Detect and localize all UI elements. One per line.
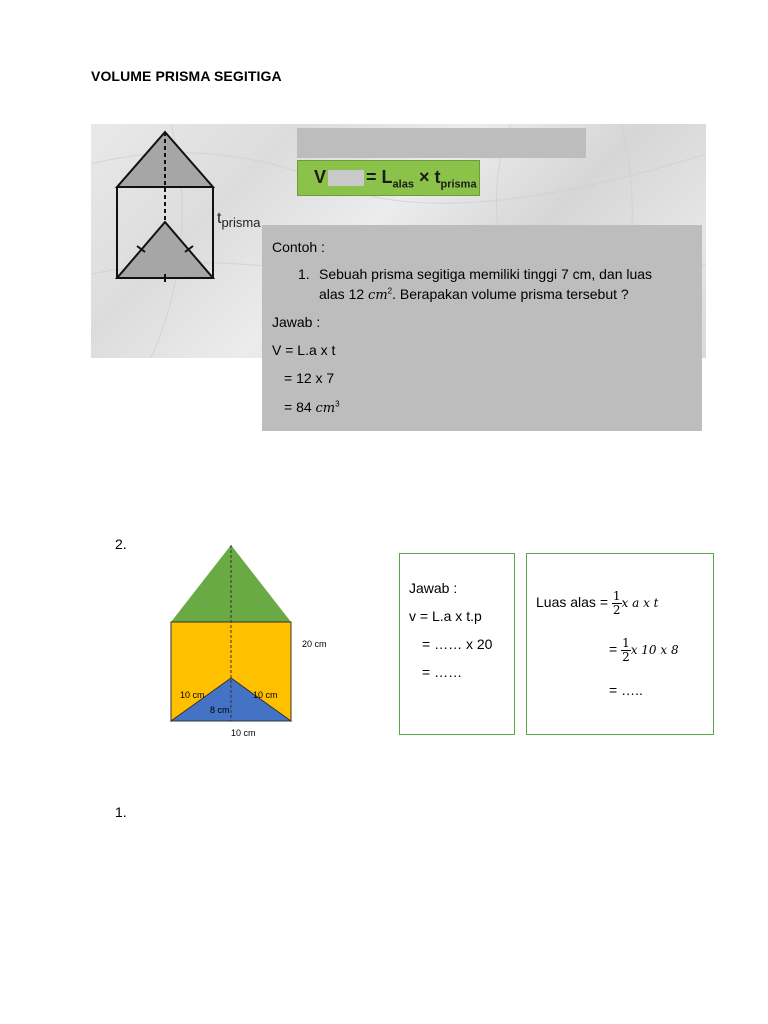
box1-heading: Jawab : [409,580,458,596]
fraction-half-2: $\frac{1}{2}$ [622,636,630,664]
example-box [262,225,702,431]
question-2-number: 2. [115,536,127,552]
answer-step-3: = 84 $cm^3$ [284,399,340,416]
answer-step-1: V = L.a x t [272,342,336,358]
box1-line-3: = …… x 20 [422,636,493,652]
question-line-1: Sebuah prisma segitiga memiliki tinggi 7 cm, dan luas [319,266,653,282]
question-line-2: alas 12 $cm^2$. Berapakan volume prisma tersebut ? [319,286,629,303]
height-label: $t_{prisma}$ [217,210,261,231]
page-title: VOLUME PRISMA SEGITIGA [91,68,282,84]
question-3-number: 1. [115,804,127,820]
question-number: 1. [298,266,310,282]
box1-line-2: v = L.a x t.p [409,608,482,624]
left-side-label: 10 cm [180,690,205,700]
formula-box [297,160,480,196]
base-label: 10 cm [231,728,256,738]
prism-base-triangle [117,222,213,278]
side-height-label: 20 cm [302,639,327,649]
box2-line-1: Luas alas = $\frac{1}{2}$ x a x t [536,589,659,617]
formula-blank [328,170,364,186]
formula-text: $V = L_{alas} \times t_{prisma}$ [314,167,477,191]
answer-heading: Jawab : [272,314,321,330]
answer-box-base-area [526,553,714,735]
right-side-label: 10 cm [253,690,278,700]
box2-line-3: = ….. [609,682,643,698]
box2-line-2: = $\frac{1}{2}$ x 10 x 8 [609,636,679,664]
box1-line-4: = …… [422,664,463,680]
fraction-half: $\frac{1}{2}$ [612,589,621,617]
answer-box-volume [399,553,515,735]
house-prism-figure [160,540,310,730]
triangle-height-label: 8 cm [210,705,230,715]
answer-step-2: = 12 x 7 [284,370,335,386]
banner-bar [297,128,586,158]
example-heading: Contoh : [272,239,325,255]
